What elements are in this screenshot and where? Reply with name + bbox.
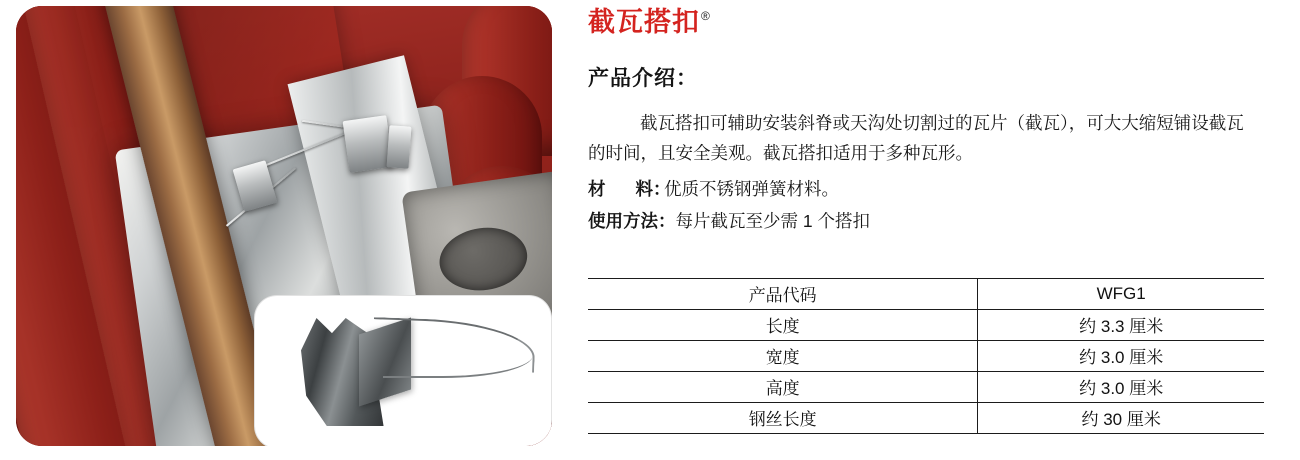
main-product-photo (16, 6, 552, 446)
spec-value: 约 30 厘米 (978, 403, 1264, 434)
inset-product-photo (255, 296, 551, 446)
product-info-panel (588, 0, 1278, 460)
material-label-text: 材 (588, 179, 606, 199)
usage-value: 每片截瓦至少需 1 个搭扣 (675, 211, 870, 231)
product-title-row (588, 8, 710, 38)
spec-value: 约 3.0 厘米 (978, 341, 1264, 372)
spec-name: 宽度 (588, 341, 978, 372)
table-row (588, 279, 1264, 310)
spec-name: 产品代码 (588, 279, 978, 310)
table-row (588, 310, 1264, 341)
spec-name: 钢丝长度 (588, 403, 978, 434)
specification-table (588, 278, 1264, 434)
material-value: 优质不锈钢弹簧材料。 (664, 179, 839, 199)
usage-line (588, 208, 870, 234)
spec-value: WFG1 (978, 279, 1264, 310)
usage-label: 使用方法： (588, 211, 676, 231)
intro-paragraph: 截瓦搭扣可辅助安装斜脊或天沟处切割过的瓦片（截瓦），可大大缩短铺设截瓦的时间，且安全美观。截瓦搭扣适用于多种瓦形。 (588, 113, 1244, 163)
registered-trademark-icon: ® (701, 9, 710, 23)
material-label (588, 176, 671, 202)
section-heading-intro: 产品介绍： (588, 67, 698, 90)
specification-table-body (588, 279, 1264, 434)
table-row (588, 372, 1264, 403)
table-row (588, 403, 1264, 434)
material-label-suffix: 料： (635, 179, 671, 199)
installed-clip (387, 125, 412, 168)
spec-name: 高度 (588, 372, 978, 403)
table-row (588, 341, 1264, 372)
spec-value: 约 3.3 厘米 (978, 310, 1264, 341)
page-title: 截瓦搭扣 (588, 7, 700, 37)
spec-name: 长度 (588, 310, 978, 341)
spec-value: 约 3.0 厘米 (978, 372, 1264, 403)
clip-steel-wire (383, 340, 533, 378)
material-line (588, 176, 839, 202)
